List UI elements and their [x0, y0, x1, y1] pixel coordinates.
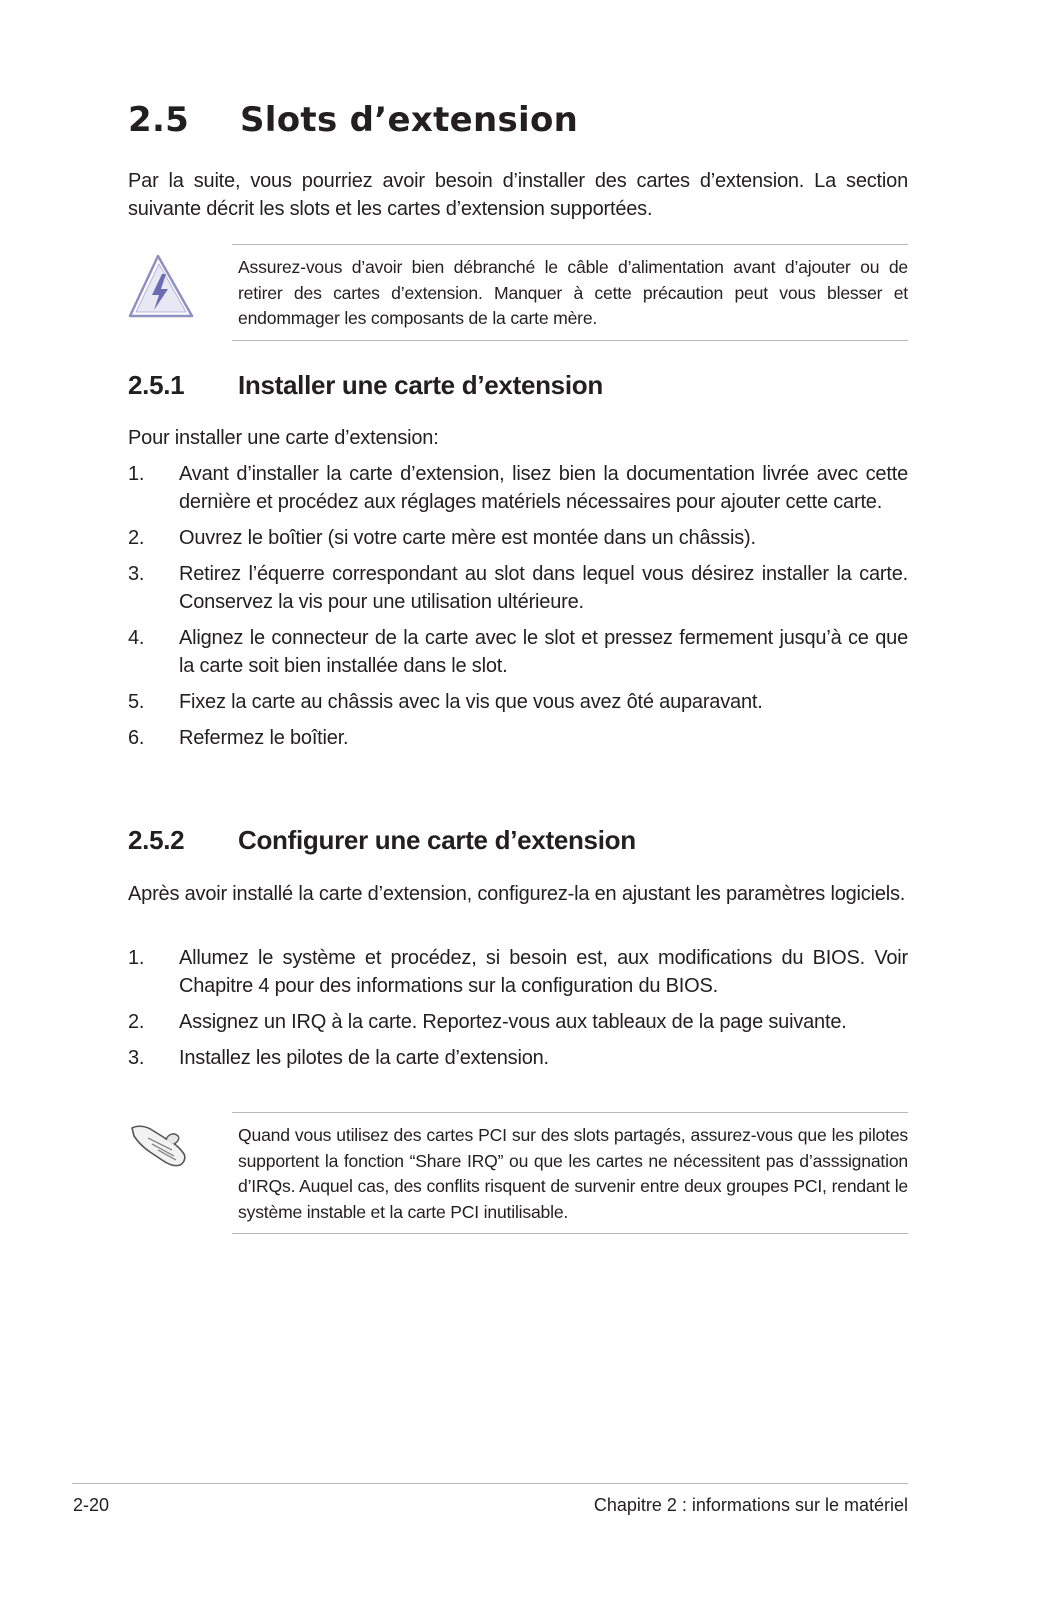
warning-note [232, 244, 908, 341]
step-number: 6. [128, 727, 145, 749]
step-number: 2. [128, 527, 145, 549]
subsection-number: 2.5.2 [128, 825, 185, 855]
configure-steps [128, 944, 908, 1080]
step-number: 3. [128, 1047, 145, 1069]
list-item [128, 460, 908, 516]
info-note [232, 1112, 908, 1234]
step-text: Avant d’installer la carte d’extension, lisez bien la documentation livrée avec cette dernière et procédez aux réglages matériels nécessaires pour ajouter cette carte. [179, 463, 908, 513]
warning-lightning-icon [126, 252, 198, 325]
list-item [128, 1008, 908, 1036]
footer-divider [72, 1483, 908, 1484]
step-number: 4. [128, 627, 145, 649]
list-item [128, 624, 908, 680]
section-number: 2.5 [128, 100, 190, 140]
list-item [128, 944, 908, 1000]
section-title: Slots d’extension [240, 100, 579, 140]
step-number: 1. [128, 947, 145, 969]
step-text: Alignez le connecteur de la carte avec le slot et pressez fermement jusqu’à ce que la carte soit bien installée dans le slot. [179, 627, 908, 677]
list-item [128, 1044, 908, 1072]
warning-note-text: Assurez-vous d’avoir bien débranché le câble d’alimentation avant d’ajouter ou de retirer des cartes d’extension. Manquer à cette précaution peut vous blesser et endommager les composants de la carte mère. [238, 257, 908, 328]
subsection-title: Installer une carte d’extension [238, 370, 603, 400]
pointing-hand-icon [128, 1120, 190, 1175]
subsection-title: Configurer une carte d’extension [238, 825, 636, 855]
step-text: Ouvrez le boîtier (si votre carte mère est montée dans un châssis). [179, 527, 756, 549]
install-intro: Pour installer une carte d’extension: [128, 427, 439, 449]
step-number: 2. [128, 1011, 145, 1033]
section-heading [128, 100, 578, 140]
step-text: Assignez un IRQ à la carte. Reportez-vous aux tableaux de la page suivante. [179, 1011, 847, 1033]
step-number: 1. [128, 463, 145, 485]
info-note-text: Quand vous utilisez des cartes PCI sur des slots partagés, assurez-vous que les pilotes supportent la fonction “Share IRQ” ou que les cartes ne nécessitent pas d’asssignation d’IRQs. Auquel cas, des conflits risquent de survenir entre deux groupes PCI, rendant le système instable et la carte PCI inutilisable. [238, 1125, 908, 1222]
list-item [128, 688, 908, 716]
configure-intro: Après avoir installé la carte d’extension, configurez-la en ajustant les paramètres logiciels. [128, 883, 906, 905]
list-item [128, 524, 908, 552]
list-item [128, 560, 908, 616]
install-steps [128, 460, 908, 760]
step-number: 3. [128, 563, 145, 585]
chapter-title: Chapitre 2 : informations sur le matériel [593, 1495, 908, 1515]
subsection-number: 2.5.1 [128, 370, 185, 400]
step-text: Allumez le système et procédez, si besoin est, aux modifications du BIOS. Voir Chapitre 4 pour des informations sur la configuration du BIOS. [179, 947, 908, 997]
step-text: Fixez la carte au châssis avec la vis que vous avez ôté auparavant. [179, 691, 763, 713]
subsection-heading-install [128, 370, 603, 401]
step-text: Refermez le boîtier. [179, 727, 349, 749]
list-item [128, 724, 908, 752]
section-intro: Par la suite, vous pourriez avoir besoin d’installer des cartes d’extension. La section suivante décrit les slots et les cartes d’extension supportées. [128, 170, 908, 220]
page-number: 2-20 [73, 1495, 110, 1515]
step-number: 5. [128, 691, 145, 713]
subsection-heading-configure [128, 825, 636, 856]
step-text: Retirez l’équerre correspondant au slot dans lequel vous désirez installer la carte. Conservez la vis pour une utilisation ultérieure. [179, 563, 908, 613]
step-text: Installez les pilotes de la carte d’extension. [179, 1047, 549, 1069]
